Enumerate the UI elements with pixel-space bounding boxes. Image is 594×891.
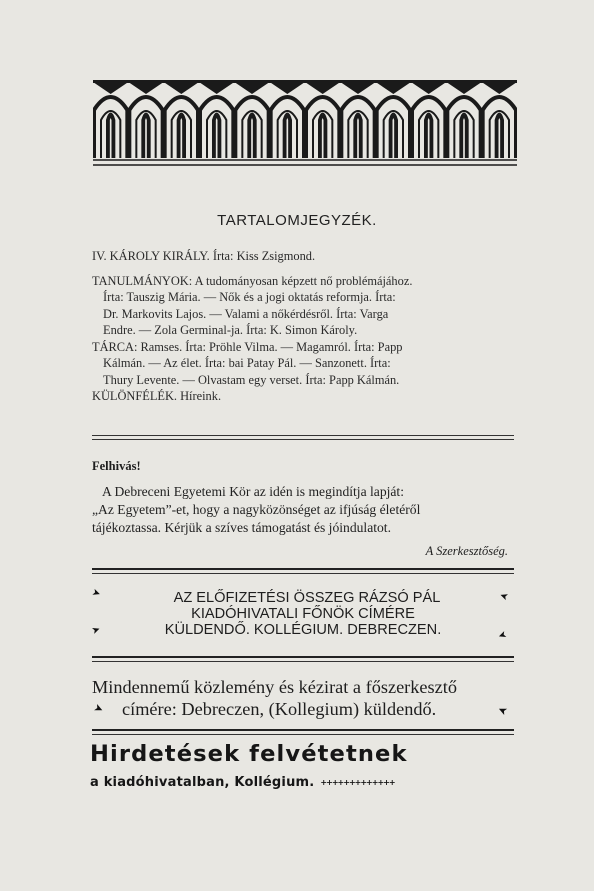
divider [92,435,514,436]
toc-entry: Dr. Markovits Lajos. — Valami a nőkérdésről. Írta: Varga [103,306,389,321]
table-of-contents [92,248,522,405]
divider [92,439,514,440]
subscription-line: KIADÓHIVATALI FŐNÖK CÍMÉRE [191,606,415,622]
page-title: TARTALOMJEGYZÉK. [217,212,377,229]
toc-entry: TANULMÁNYOK: A tudományosan képzett nő problémájához. [92,273,413,288]
announcement-body [92,483,514,537]
announcement-signature: A Szerkesztőség. [425,544,508,558]
subscription-line: AZ ELŐFIZETÉSI ÖSSZEG RÁZSÓ PÁL [173,590,441,606]
pointer-icon: ➤ [496,702,510,718]
pointer-icon: ➤ [498,588,511,603]
toc-entry: Írta: Tauszig Mária. — Nők és a jogi oktatás reformja. Írta: [103,290,396,304]
notice-line: Mindennemű közlemény és kézirat a főszerkesztő [92,677,457,697]
toc-entry: IV. KÁROLY KIRÁLY. Írta: Kiss Zsigmond. [92,249,316,263]
toc-entry: KÜLÖNFÉLÉK. Híreink. [92,389,222,403]
pointer-icon: ➤ [90,623,103,638]
ad-subline [90,775,395,790]
announcement-heading: Felhivás! [92,459,141,473]
announcement-line: tájékoztassa. Kérjük a szíves támogatást és jóindulatot. [92,520,391,535]
subscription-line: KÜLDENDŐ. KOLLÉGIUM. DEBRECZEN. [164,622,442,638]
toc-entry: TÁRCA: Ramses. Írta: Pröhle Vilma. — Magamról. Írta: Papp [92,339,403,354]
notice-line: címére: Debreczen, (Kollegium) küldendő. [122,699,437,719]
ad-headline: Hirdetések felvétetnek [90,741,408,767]
divider [92,568,514,570]
decorative-header-ornament [93,80,517,166]
editorial-notice [92,676,522,720]
divider [92,573,514,574]
divider [92,661,514,662]
ad-subline-text: a kiadóhivatalban, Kollégium. [90,775,315,790]
toc-entry: Endre. — Zola Germinal-ja. Írta: K. Simon Károly. [103,323,358,337]
divider [92,656,514,658]
pointer-icon: ➤ [90,586,103,601]
announcement-line: A Debreceni Egyetemi Kör az idén is megindítja lapját: [102,484,404,499]
toc-entry: Thury Levente. — Olvastam egy verset. Írta: Papp Kálmán. [103,372,400,387]
announcement-line: „Az Egyetem”-et, hogy a nagyközönséget az ifjúság életéről [92,502,421,517]
divider [92,734,514,735]
pointer-icon: ➤ [91,701,106,717]
ad-dots: +++++++++++++ [320,778,395,787]
toc-entry: Kálmán. — Az élet. Írta: bai Patay Pál. — Sanzonett. Írta: [103,356,391,370]
divider [92,729,514,731]
subscription-notice [92,590,514,638]
pointer-icon: ➤ [496,627,509,642]
